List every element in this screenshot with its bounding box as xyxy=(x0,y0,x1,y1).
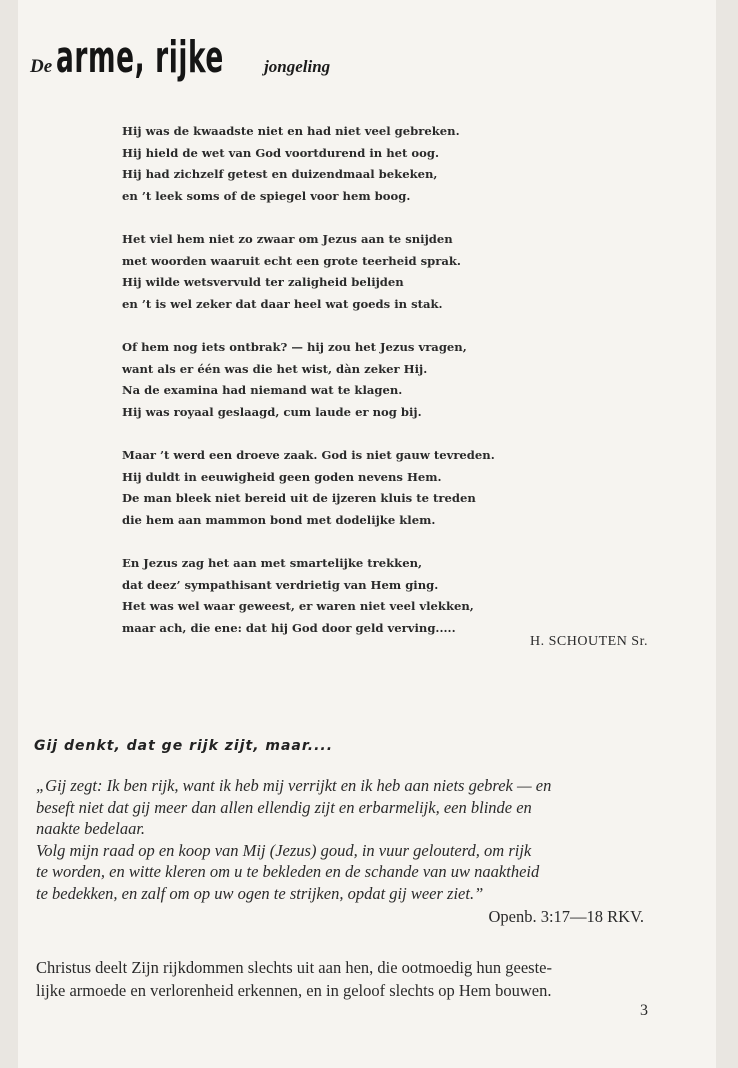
poem-title xyxy=(30,32,330,102)
quote-line: Volg mijn raad op en koop van Mij (Jezus) goud, in vuur gelouterd, om rijk xyxy=(36,840,532,860)
poem-line: Maar ’t werd een droeve zaak. God is niet gauw tevreden. xyxy=(122,448,495,462)
title-suffix: jongeling xyxy=(264,57,331,76)
poem-line: En Jezus zag het aan met smartelijke trekken, xyxy=(122,556,423,570)
poem-line: Het was wel waar geweest, er waren niet veel vlekken, xyxy=(122,599,474,613)
poem-line: De man bleek niet bereid uit de ijzeren kluis te treden xyxy=(122,491,476,505)
poem-line: en ’t is wel zeker dat daar heel wat goeds in stak. xyxy=(122,296,443,311)
poem-line: Hij hield de wet van God voortdurend in het oog. xyxy=(122,145,440,160)
poem-stanza xyxy=(122,337,622,423)
poem-line: Hij wilde wetsvervuld ter zaligheid belijden xyxy=(122,275,404,289)
poem-line: met woorden waaruit echt een grote teerheid sprak. xyxy=(122,253,461,268)
poem-line: Hij was royaal geslaagd, cum laude er nog bij. xyxy=(122,404,422,419)
closing-line: Christus deelt Zijn rijkdommen slechts uit aan hen, die ootmoedig hun geeste- xyxy=(36,958,552,977)
section-heading: Gij denkt, dat ge rijk zijt, maar.... xyxy=(34,738,334,754)
poem-stanza xyxy=(122,553,622,639)
poem-line: Na de examina had niemand wat te klagen. xyxy=(122,383,403,397)
poem-line: Hij had zichzelf getest en duizendmaal bekeken, xyxy=(122,167,438,181)
poem-line: Of hem nog iets ontbrak? — hij zou het Jezus vragen, xyxy=(122,340,467,354)
quote-line: te worden, en witte kleren om u te bekleden en de schande van uw naaktheid xyxy=(36,862,540,881)
scripture-reference: Openb. 3:17—18 RKV. xyxy=(488,907,644,926)
poem-line: Hij duldt in eeuwigheid geen goden nevens Hem. xyxy=(122,469,442,484)
quote-line: beseft niet dat gij meer dan allen ellendig zijt en erbarmelijk, een blinde en xyxy=(36,797,532,817)
poem-line: die hem aan mammon bond met dodelijke klem. xyxy=(122,512,436,527)
closing-paragraph xyxy=(36,956,656,1002)
poem-stanza xyxy=(122,445,622,531)
poem-line: maar ach, die ene: dat hij God door geld verving..... xyxy=(122,620,456,635)
title-prefix: De xyxy=(30,56,53,77)
quote-line: te bedekken, en zalf om op uw ogen te strijken, opdat gij weer ziet.” xyxy=(36,883,484,903)
poem-line: Het viel hem niet zo zwaar om Jezus aan te snijden xyxy=(122,232,453,246)
magazine-page xyxy=(18,0,716,1068)
page-number: 3 xyxy=(640,1002,648,1019)
quote-line: naakte bedelaar. xyxy=(36,819,146,838)
quote-line: „Gij zegt: Ik ben rijk, want ik heb mij verrijkt en ik heb aan niets gebrek — en xyxy=(36,776,552,795)
poem-stanza xyxy=(122,229,622,315)
closing-line: lijke armoede en verlorenheid erkennen, en in geloof slechts op Hem bouwen. xyxy=(36,981,552,1000)
poem-line: want als er één was die het wist, dàn zeker Hij. xyxy=(122,361,428,376)
poem-line: en ’t leek soms of de spiegel voor hem boog. xyxy=(122,188,411,203)
poem-body xyxy=(122,121,622,661)
title-main: arme, rijke xyxy=(56,32,225,83)
poem-stanza xyxy=(122,121,622,207)
scripture-quote xyxy=(36,775,656,904)
poem-line: Hij was de kwaadste niet en had niet veel gebreken. xyxy=(122,124,460,138)
poem-author: H. SCHOUTEN Sr. xyxy=(530,634,648,649)
poem-line: dat deez’ sympathisant verdrietig van Hem ging. xyxy=(122,577,439,592)
